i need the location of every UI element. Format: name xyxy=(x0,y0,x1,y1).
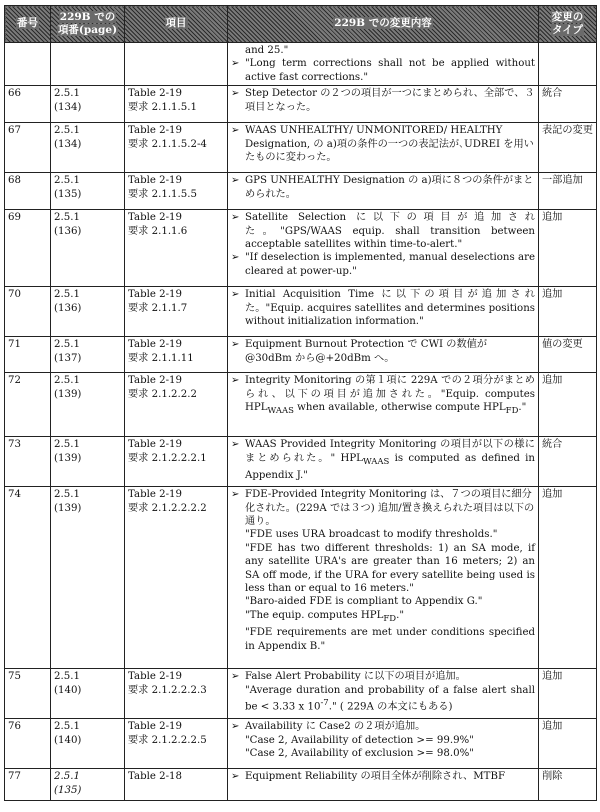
row-type xyxy=(539,43,597,86)
row-number: 71 xyxy=(5,337,51,373)
row-item: Table 2-19 要求 2.1.1.7 xyxy=(125,287,228,337)
row-type: 追加 xyxy=(539,669,597,719)
change-line: "Case 2, Availability of exclusion >= 98.0%" xyxy=(245,748,474,760)
row-type: 追加 xyxy=(539,719,597,769)
row-type: 追加 xyxy=(539,287,597,337)
change-line: ➢ WAAS Provided Integrity Monitoring の項目が以下の様にまとめられた。" $HPL_{WAAS}$ is computed as defined in Appendix J." xyxy=(231,439,535,482)
row-item: Table 2-19 要求 2.1.2.2.2 xyxy=(125,373,228,437)
change-line: "FDE requirements are met under conditions specified in Appendix B." xyxy=(245,627,535,652)
row-number: 77 xyxy=(5,769,51,801)
table-row xyxy=(5,337,597,373)
row-type: 一部追加 xyxy=(539,173,597,210)
row-change xyxy=(228,437,539,487)
row-change xyxy=(228,43,539,86)
change-line: ➢ Satellite Selection に以下の項目が追加された。"GPS/WAAS equip. shall transition between acceptable satellites within time-to-alert." xyxy=(231,212,535,251)
change-line: "FDE uses URA broadcast to modify thresholds." xyxy=(245,529,498,541)
row-change xyxy=(228,123,539,173)
table-row xyxy=(5,719,597,769)
row-section: 2.5.1 (135) xyxy=(51,173,125,210)
row-number: 74 xyxy=(5,487,51,669)
change-line: "Case 2, Availability of detection >= 99.9%" xyxy=(245,734,474,746)
table-row xyxy=(5,373,597,437)
row-number: 70 xyxy=(5,287,51,337)
header-row xyxy=(5,6,597,43)
row-change xyxy=(228,210,539,287)
row-section: 2.5.1 (137) xyxy=(51,337,125,373)
table-row xyxy=(5,769,597,801)
row-section: 2.5.1 (135) xyxy=(51,769,125,801)
table-row xyxy=(5,86,597,123)
row-section: 2.5.1 (139) xyxy=(51,437,125,487)
row-change xyxy=(228,769,539,801)
change-line: ➢ GPS UNHEALTHY Designation の a)項に８つの条件がまとめられた。 xyxy=(231,175,534,200)
table-row xyxy=(5,669,597,719)
table-row xyxy=(5,487,597,669)
table-row xyxy=(5,123,597,173)
header-type: 変更の タイプ xyxy=(539,6,597,43)
change-line: ➢ Integrity Monitoring の第１項に 229A での２項分がまとめられ、以下の項目が追加された。"Equip. computes $HPL_{WAAS}$ when available, otherwise compute $HPL_{FD}$." xyxy=(231,375,535,417)
row-section: 2.5.1 (134) xyxy=(51,86,125,123)
requirements-change-table xyxy=(4,5,597,801)
change-line: "Baro-aided FDE is compliant to Appendix G." xyxy=(245,596,483,608)
row-change xyxy=(228,86,539,123)
row-number: 75 xyxy=(5,669,51,719)
row-item: Table 2-19 要求 2.1.2.2.2.5 xyxy=(125,719,228,769)
row-section: 2.5.1 (134) xyxy=(51,123,125,173)
row-item: Table 2-19 要求 2.1.2.2.2.1 xyxy=(125,437,228,487)
row-number: 73 xyxy=(5,437,51,487)
header-change: 229B での変更内容 xyxy=(228,6,539,43)
change-line: ➢ "Long term corrections shall not be applied without active fast corrections." xyxy=(231,58,535,83)
row-section: 2.5.1 (139) xyxy=(51,373,125,437)
row-change xyxy=(228,373,539,437)
row-change xyxy=(228,337,539,373)
row-type: 追加 xyxy=(539,210,597,287)
row-section: 2.5.1 (139) xyxy=(51,487,125,669)
header-section-page: 229B での 項番(page) xyxy=(51,6,125,43)
change-line: "The equip. computes $HPL_{FD}$." xyxy=(245,609,405,624)
row-type: 値の変更 xyxy=(539,337,597,373)
row-section: 2.5.1 (140) xyxy=(51,669,125,719)
row-number: 69 xyxy=(5,210,51,287)
change-line: ➢ Step Detector の２つの項目が一つにまとめられ、全部で、３項目となった。 xyxy=(231,88,535,113)
row-type: 追加 xyxy=(539,373,597,437)
row-item: Table 2-19 要求 2.1.1.11 xyxy=(125,337,228,373)
row-number: 76 xyxy=(5,719,51,769)
change-line: ➢ WAAS UNHEALTHY/ UNMONITORED/ HEALTHY Designation, の a)項の条件の一つの表記法が､UDREI を用いたものに変わった。 xyxy=(231,125,534,164)
change-line: ➢ Equipment Reliability の項目全体が削除され、MTBF xyxy=(231,771,506,783)
change-line: ➢ False Alert Probability に以下の項目が追加。 xyxy=(231,671,466,683)
row-change xyxy=(228,669,539,719)
row-section: 2.5.1 (140) xyxy=(51,719,125,769)
row-type: 統合 xyxy=(539,437,597,487)
row-item: Table 2-18 xyxy=(125,769,228,801)
table-row xyxy=(5,437,597,487)
change-line: "FDE has two different thresholds: 1) an SA mode, if any satellite URA's are greater than 16 meters; 2) an SA off mode, if the URA for every satellite being used is less than or equal to 16 meters." xyxy=(245,542,535,595)
row-type: 統合 xyxy=(539,86,597,123)
change-line: ➢ FDE-Provided Integrity Monitoring は、７つの項目に細分化された。(229A では３つ) 追加/置き換えられた項目は以下の通り。 xyxy=(231,489,535,528)
change-line: and 25." xyxy=(245,45,289,56)
row-item: Table 2-19 要求 2.1.1.5.5 xyxy=(125,173,228,210)
row-change xyxy=(228,719,539,769)
row-number: 72 xyxy=(5,373,51,437)
row-number: 66 xyxy=(5,86,51,123)
header-item: 項目 xyxy=(125,6,228,43)
row-item: Table 2-19 要求 2.1.2.2.2.3 xyxy=(125,669,228,719)
change-line: ➢ Equipment Burnout Protection で CWI の数値が @30dBm から@+20dBm へ。 xyxy=(231,339,488,364)
table-row xyxy=(5,43,597,86)
header-number: 番号 xyxy=(5,6,51,43)
row-type: 追加 xyxy=(539,487,597,669)
row-number: 67 xyxy=(5,123,51,173)
table-row xyxy=(5,287,597,337)
row-section xyxy=(51,43,125,86)
table-row xyxy=(5,173,597,210)
row-item: Table 2-19 要求 2.1.1.5.2-4 xyxy=(125,123,228,173)
row-item xyxy=(125,43,228,86)
change-line: "Average duration and probability of a false alert shall be < 3.33 x $10^{-7}$." ( 229A の本文にもある) xyxy=(245,684,535,713)
row-item: Table 2-19 要求 2.1.2.2.2.2 xyxy=(125,487,228,669)
change-line: ➢ Initial Acquisition Time に以下の項目が追加された。"Equip. acquires satellites and determines positions without initialization information." xyxy=(231,289,535,328)
row-item: Table 2-19 要求 2.1.1.6 xyxy=(125,210,228,287)
row-number xyxy=(5,43,51,86)
change-line: ➢ "If deselection is implemented, manual deselections are cleared at power-up." xyxy=(231,252,535,277)
row-section: 2.5.1 (136) xyxy=(51,287,125,337)
change-line: ➢ Availability に Case2 の２項が追加。 xyxy=(231,721,426,733)
row-item: Table 2-19 要求 2.1.1.5.1 xyxy=(125,86,228,123)
row-change xyxy=(228,287,539,337)
row-type: 削除 xyxy=(539,769,597,801)
row-number: 68 xyxy=(5,173,51,210)
row-change xyxy=(228,487,539,669)
row-change xyxy=(228,173,539,210)
row-type: 表記の変更 xyxy=(539,123,597,173)
row-section: 2.5.1 (136) xyxy=(51,210,125,287)
table-row xyxy=(5,210,597,287)
